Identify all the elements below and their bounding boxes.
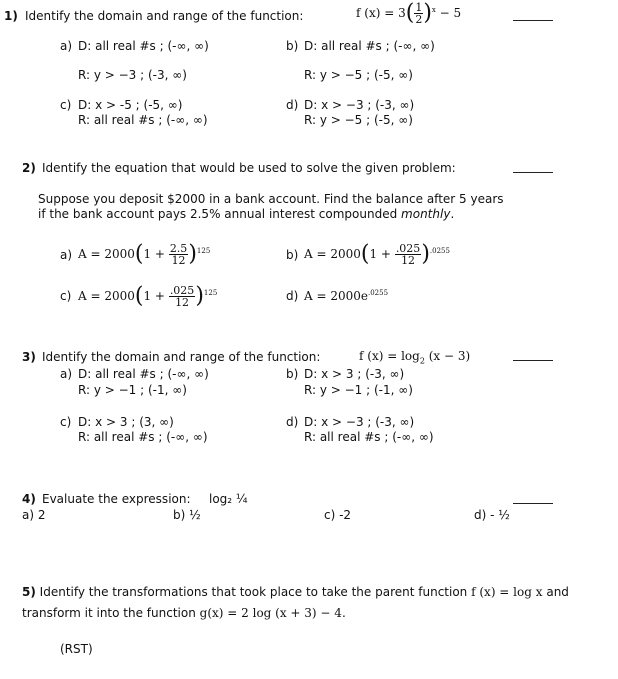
q1-option-c-range: R: all real #s ; (-∞, ∞) (78, 113, 208, 127)
q2-problem-line2 (38, 207, 454, 221)
q1-option-d-range: R: y > −5 ; (-5, ∞) (304, 113, 413, 127)
q2-option-d-label[interactable]: d) (286, 289, 299, 303)
q1-option-d-label[interactable]: d) (286, 98, 299, 112)
q3-option-a-range: R: y > −1 ; (-1, ∞) (78, 383, 187, 397)
q2-option-a-equation: A = 2000(1 + $\frac{2.5}{12}$ )$^{125}$ (78, 241, 211, 267)
q5-number: 5) (22, 585, 36, 599)
q5-period: . (341, 606, 346, 620)
q3-option-b-label[interactable]: b) (286, 367, 299, 381)
q5-prompt-start: Identify the transformations that took place to take the parent function (39, 585, 468, 599)
q2-problem-line1: Suppose you deposit $2000 in a bank account. Find the balance after 5 years (38, 192, 504, 206)
q5-line2 (22, 606, 346, 620)
q1-option-b-domain: D: all real #s ; (-∞, ∞) (304, 39, 435, 53)
q2-option-a-label[interactable]: a) (60, 248, 73, 262)
q5-and: and (546, 585, 569, 599)
q3-option-d-range: R: all real #s ; (-∞, ∞) (304, 430, 434, 444)
q3-number: 3) (22, 350, 36, 364)
q1-option-d-domain: D: x > −3 ; (-3, ∞) (304, 98, 415, 112)
q2-option-c-label[interactable]: c) (60, 289, 72, 303)
q2-number: 2) (22, 161, 36, 175)
q3-prompt: Identify the domain and range of the function: (42, 350, 321, 364)
q5-transformed-function: g(x) = 2 log (x + 3) − 4 (199, 606, 342, 620)
q3-option-b-range: R: y > −1 ; (-1, ∞) (304, 383, 413, 397)
q3-option-c-label[interactable]: c) (60, 415, 72, 429)
q5-rst-tag: (RST) (60, 642, 93, 656)
q2-problem-line2-start: if the bank account pays 2.5% annual interest compounded (38, 207, 402, 221)
q3-option-c-range: R: all real #s ; (-∞, ∞) (78, 430, 208, 444)
q2-option-b-equation: A = 2000(1 + $\frac{.025}{12}$ )$^{.0255}$ (304, 241, 450, 267)
q2-option-b-label[interactable]: b) (286, 248, 299, 262)
q5-parent-function: f (x) = log x (471, 585, 543, 599)
q2-problem-line2-end: . (450, 207, 455, 221)
q3-answer-blank[interactable] (513, 360, 553, 361)
q4-option-c[interactable]: c) -2 (324, 508, 352, 522)
q5-prompt-line2: transform it into the function (22, 606, 196, 620)
q3-option-d-domain: D: x > −3 ; (-3, ∞) (304, 415, 415, 429)
q2-option-c-equation: A = 2000(1 + $\frac{.025}{12}$ )$^{125}$ (78, 283, 218, 309)
q1-answer-blank[interactable] (513, 20, 553, 21)
q1-number: 1) (4, 9, 18, 23)
q4-option-d[interactable]: d) - ½ (474, 508, 510, 522)
q4-expression: log₂ ¼ (209, 492, 248, 506)
q2-option-d-equation: $A = 2000e^{.0255}$ (304, 289, 389, 303)
q1-option-c-domain: D: x > -5 ; (-5, ∞) (78, 98, 183, 112)
q4-option-a[interactable]: a) 2 (22, 508, 46, 522)
q3-option-c-domain: D: x > 3 ; (3, ∞) (78, 415, 174, 429)
q3-option-d-label[interactable]: d) (286, 415, 299, 429)
q3-option-a-label[interactable]: a) (60, 367, 73, 381)
q1-function: f (x) = 3( $\frac{1}{2}$ )$^x$ − 5 (356, 0, 462, 26)
q4-prompt: Evaluate the expression: (42, 492, 191, 506)
q2-prompt: Identify the equation that would be used to solve the given problem: (42, 161, 456, 175)
q4-option-b[interactable]: b) ½ (173, 508, 201, 522)
q5-line1 (22, 585, 569, 599)
q3-function: f $(x) = \log_2 (x - 3)$ (359, 349, 471, 366)
q1-option-b-range: R: y > −5 ; (-5, ∞) (304, 68, 413, 82)
q1-option-a-range: R: y > −3 ; (-3, ∞) (78, 68, 187, 82)
q1-option-c-label[interactable]: c) (60, 98, 72, 112)
q1-prompt: Identify the domain and range of the function: (25, 9, 304, 23)
q4-number: 4) (22, 492, 36, 506)
q3-option-b-domain: D: x > 3 ; (-3, ∞) (304, 367, 405, 381)
q2-problem-emphasis: monthly (401, 207, 451, 221)
q1-option-b-label[interactable]: b) (286, 39, 299, 53)
q1-option-a-domain: D: all real #s ; (-∞, ∞) (78, 39, 209, 53)
q3-option-a-domain: D: all real #s ; (-∞, ∞) (78, 367, 209, 381)
q1-option-a-label[interactable]: a) (60, 39, 73, 53)
q2-answer-blank[interactable] (513, 172, 553, 173)
q4-answer-blank[interactable] (513, 503, 553, 504)
